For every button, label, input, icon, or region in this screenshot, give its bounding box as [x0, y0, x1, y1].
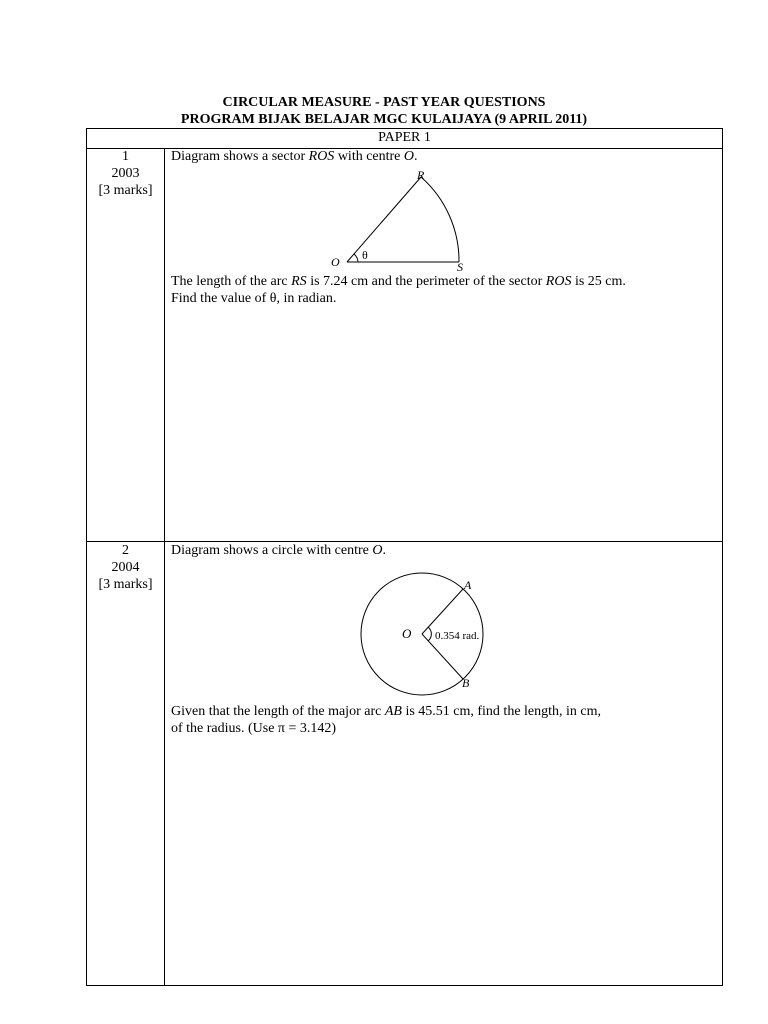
angle-theta-label: θ	[362, 248, 368, 262]
label-s: S	[457, 260, 463, 274]
sector-ros-diagram	[327, 165, 477, 275]
question-number: 1	[122, 149, 129, 164]
question-2-line-2: of the radius. (Use π = 3.142)	[171, 721, 337, 736]
question-marks: [3 marks]	[98, 183, 153, 198]
label-o: O	[402, 626, 412, 641]
label-a: A	[464, 578, 472, 592]
angle-arc	[428, 627, 431, 641]
angle-value-label: 0.354 rad.	[435, 630, 480, 642]
question-marks: [3 marks]	[98, 577, 153, 592]
question-2-intro: Diagram shows a circle with centre O.	[171, 543, 386, 558]
question-2-text	[171, 703, 711, 737]
question-year: 2004	[111, 560, 140, 575]
question-1-text	[171, 273, 711, 307]
question-number: 2	[122, 543, 129, 558]
paper-header: PAPER 1	[87, 129, 722, 149]
document-title: CIRCULAR MEASURE - PAST YEAR QUESTIONS	[222, 95, 546, 110]
document-subtitle: PROGRAM BIJAK BELAJAR MGC KULAIJAYA (9 APRIL 2011)	[180, 112, 588, 127]
question-2-meta	[87, 542, 164, 593]
label-b: B	[462, 676, 470, 690]
question-year: 2003	[111, 166, 140, 181]
question-1-meta	[87, 148, 164, 199]
question-2-line-1: Given that the length of the major arc AB is 45.51 cm, find the length, in cm,	[171, 704, 602, 719]
label-o: O	[331, 255, 340, 269]
column-divider	[164, 149, 165, 985]
question-1-line-2: Find the value of θ, in radian.	[171, 291, 337, 306]
question-table	[86, 128, 723, 986]
circle-diagram	[342, 563, 512, 703]
question-1-line-1: The length of the arc RS is 7.24 cm and the perimeter of the sector ROS is 25 cm.	[171, 274, 626, 289]
label-r: R	[417, 168, 425, 182]
arc-rs	[421, 177, 459, 262]
radius-or	[347, 177, 421, 262]
question-1-intro: Diagram shows a sector ROS with centre O.	[171, 149, 418, 164]
angle-arc	[354, 254, 358, 262]
